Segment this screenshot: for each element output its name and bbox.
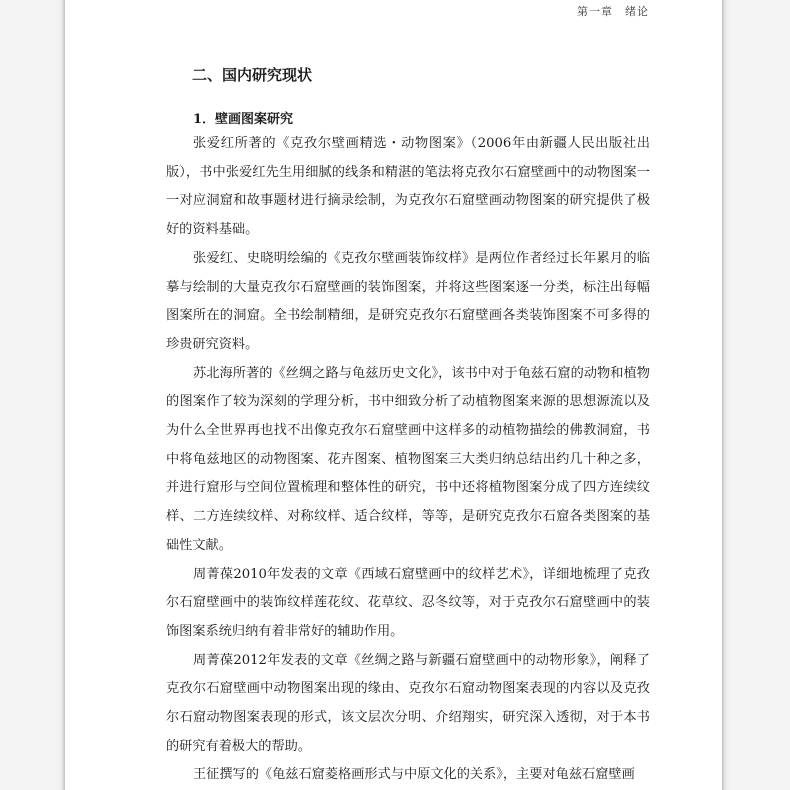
page-content bbox=[166, 64, 650, 790]
paragraph-zhang-aihong-animal-patterns: 张爱红所著的《克孜尔壁画精选・动物图案》（2006年由新疆人民出版社出版），书中张爱红先生用细腻的线条和精湛的笔法将克孜尔石窟壁画中的动物图案一一对应洞窟和故事题材进行摘录绘制，为克孜尔石窟壁画动物图案的研究提供了极好的资料基础。 bbox=[166, 136, 650, 238]
subsection-title: 1．壁画图案研究 bbox=[193, 112, 294, 127]
section-title: 二、国内研究现状 bbox=[192, 66, 313, 84]
paragraph-zhou-jingbao-2010: 周菁葆2010年发表的文章《西域石窟壁画中的纹样艺术》，详细地梳理了克孜尔石窟壁画中的装饰纹样莲花纹、花草纹、忍冬纹等，对于克孜尔石窟壁画中的装饰图案系统归纳有着非常好的辅助作用。 bbox=[166, 566, 650, 639]
paragraph-zhou-jingbao-2012: 周菁葆2012年发表的文章《丝绸之路与新疆石窟壁画中的动物形象》，阐释了克孜尔石窟壁画中动物图案出现的缘由、克孜尔石窟动物图案表现的内容以及克孜尔石窟动物图案表现的形式，该文层次分明、介绍翔实，研究深入透彻，对于本书的研究有着极大的帮助。 bbox=[166, 652, 650, 754]
paragraph-su-beihai: 苏北海所著的《丝绸之路与龟兹历史文化》，该书中对于龟兹石窟的动物和植物的图案作了较为深刻的学理分析，书中细致分析了动植物图案来源的思想源流以及为什么全世界再也找不出像克孜尔石窟壁画中这样多的动植物描绘的佛教洞窟，书中将龟兹地区的动物图案、花卉图案、植物图案三大类归纳总结出约几十种之多，并进行窟形与空间位置梳理和整体性的研究，书中还将植物图案分成了四方连续纹样、二方连续纹样、对称纹样、适合纹样，等等，是研究克孜尔石窟各类图案的基础性文献。 bbox=[166, 365, 650, 553]
paragraph-wang-zheng: 王征撰写的《龟兹石窟菱格画形式与中原文化的关系》，主要对龟兹石窟壁画 bbox=[193, 767, 635, 783]
running-header: 第一章 绪论 bbox=[577, 5, 649, 18]
paragraph-decorative-patterns: 张爱红、史晓明绘编的《克孜尔壁画装饰纹样》是两位作者经过长年累月的临摹与绘制的大量克孜尔石窟壁画的装饰图案，并将这些图案逐一分类，标注出每幅图案所在的洞窟。全书绘制精细，是研究克孜尔石窟壁画各类装饰图案不可多得的珍贵研究资料。 bbox=[166, 250, 650, 352]
document-page bbox=[65, 0, 722, 790]
